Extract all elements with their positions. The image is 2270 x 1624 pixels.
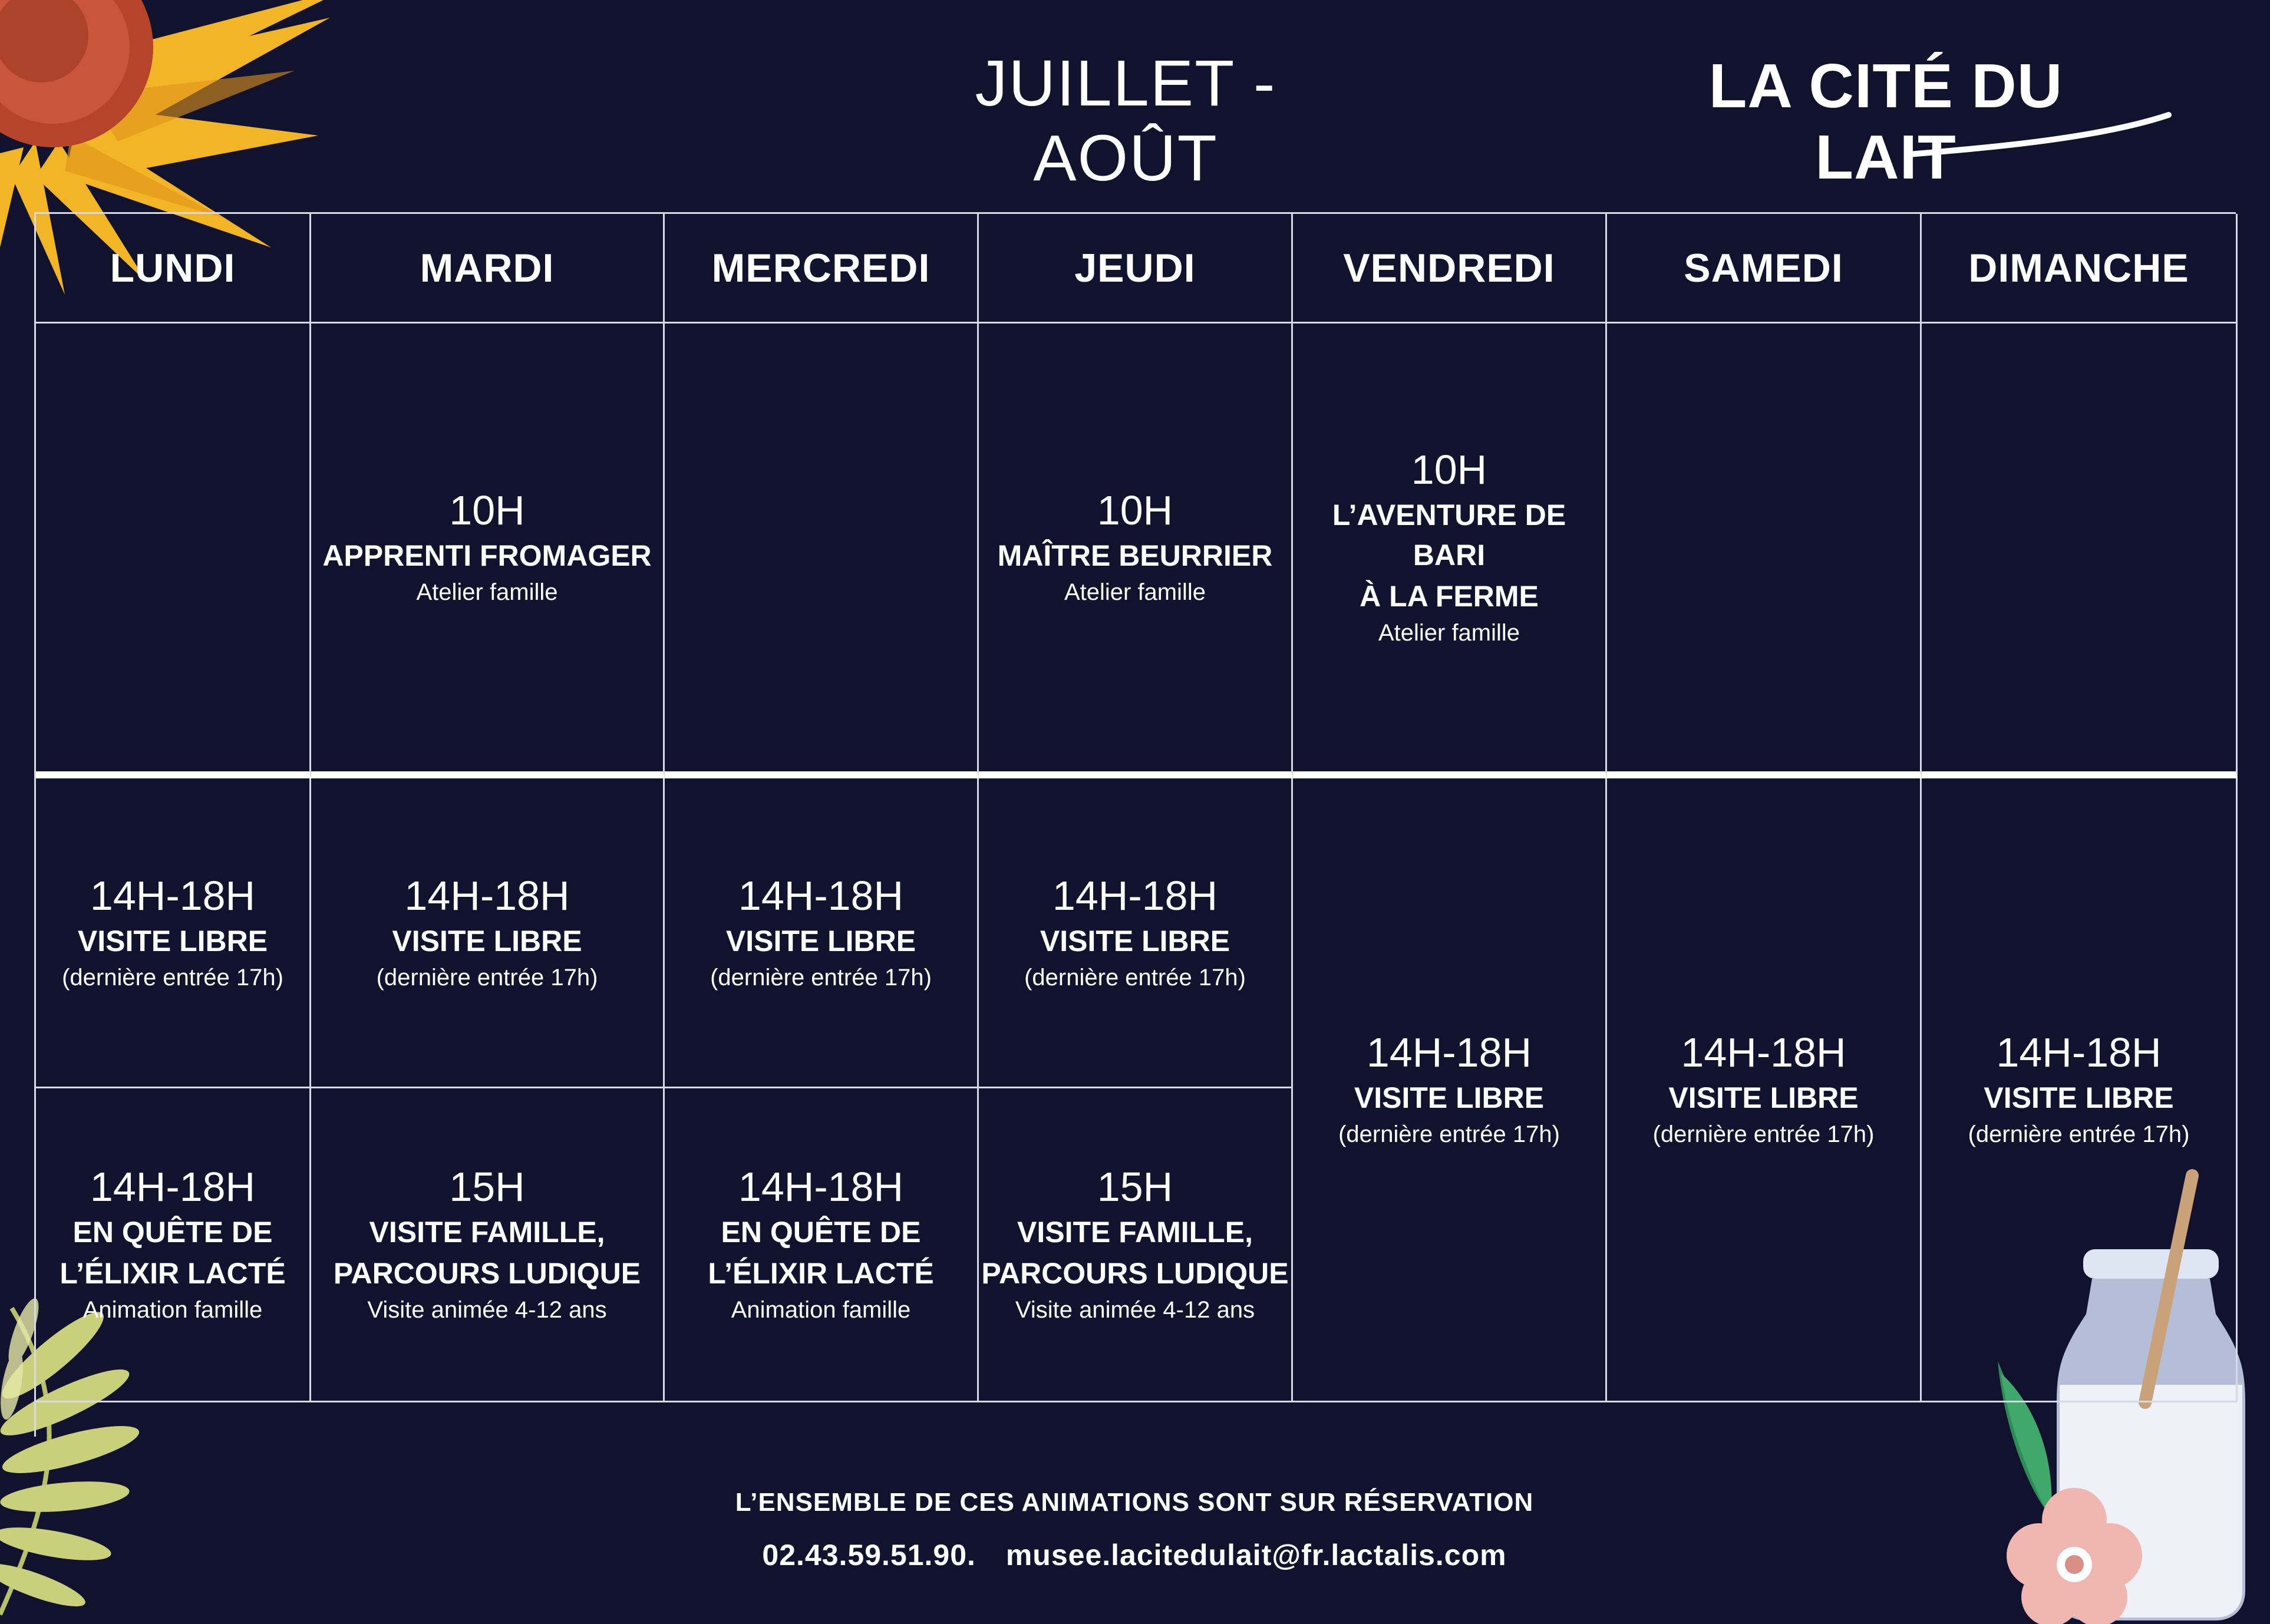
event-time: 14H-18H (1681, 1029, 1846, 1075)
contact-line (648, 1538, 1621, 1572)
event-subtitle: (dernière entrée 17h) (710, 964, 932, 991)
event-subtitle: Atelier famille (416, 579, 558, 605)
event-name-line2: L’ÉLIXIR LACTÉ (60, 1257, 286, 1290)
schedule-grid (34, 212, 2236, 1437)
day-header-jeudi: JEUDI (979, 214, 1293, 324)
event-name: APPRENTI FROMAGER (322, 539, 652, 572)
event-subtitle: Animation famille (731, 1297, 911, 1323)
event-time: 14H-18H (90, 1164, 256, 1210)
event-subtitle: (dernière entrée 17h) (1024, 964, 1246, 991)
morning-cell-dimanche (1922, 324, 2238, 778)
day-header-dimanche: DIMANCHE (1922, 214, 2238, 324)
day-header-samedi: SAMEDI (1607, 214, 1922, 324)
day-header-mardi: MARDI (311, 214, 665, 324)
event-name: VISITE LIBRE (1668, 1081, 1859, 1114)
event-time: 10H (1097, 487, 1173, 533)
event-name-line1: EN QUÊTE DE (72, 1216, 273, 1249)
morning-cell-samedi (1607, 324, 1922, 778)
event-subtitle: Atelier famille (1378, 620, 1520, 646)
morning-cell-mercredi (665, 324, 979, 778)
event-time: 14H-18H (1996, 1029, 2162, 1075)
event-subtitle: (dernière entrée 17h) (1968, 1121, 2190, 1147)
morning-cell-vendredi (1293, 324, 1607, 778)
afternoon-cell-mardi-2 (311, 1088, 665, 1402)
event-subtitle: Animation famille (83, 1297, 263, 1323)
event-time: 14H-18H (90, 872, 256, 919)
afternoon-cell-vendredi (1293, 778, 1607, 1402)
event-subtitle: (dernière entrée 17h) (376, 964, 598, 991)
event-subtitle: Visite animée 4-12 ans (367, 1297, 607, 1323)
event-time: 14H-18H (738, 872, 904, 919)
afternoon-cell-mercredi-1 (665, 778, 979, 1088)
event-time: 14H-18H (404, 872, 570, 919)
event-subtitle: (dernière entrée 17h) (1338, 1121, 1560, 1147)
event-time: 14H-18H (738, 1164, 904, 1210)
event-time: 15H (1097, 1164, 1173, 1210)
afternoon-cell-jeudi-2 (979, 1088, 1293, 1402)
event-name-line1: EN QUÊTE DE (721, 1216, 921, 1249)
logo-swoosh-icon (1903, 112, 2175, 165)
event-time: 14H-18H (1366, 1029, 1532, 1075)
event-subtitle: Atelier famille (1064, 579, 1206, 605)
afternoon-cell-lundi-1 (36, 778, 311, 1088)
event-time: 10H (449, 487, 525, 533)
afternoon-cell-samedi (1607, 778, 1922, 1402)
phone-number[interactable]: 02.43.59.51.90. (762, 1539, 976, 1572)
brand-logo: LA CITÉ DU LAIT (1708, 51, 2063, 192)
afternoon-cell-jeudi-1 (979, 778, 1293, 1088)
event-name: MAÎTRE BEURRIER (997, 539, 1273, 572)
day-header-vendredi: VENDREDI (1293, 214, 1607, 324)
day-header-lundi: LUNDI (36, 214, 311, 324)
event-name-line2: PARCOURS LUDIQUE (333, 1257, 641, 1290)
event-name-line2: À LA FERME (1360, 580, 1539, 613)
afternoon-cell-dimanche (1922, 778, 2238, 1402)
event-name-line1: L’AVENTURE DE BARI (1332, 499, 1566, 572)
page-title: JUILLET - AOÛT (975, 47, 1276, 194)
event-name: VISITE LIBRE (1354, 1081, 1545, 1114)
event-subtitle: Visite animée 4-12 ans (1015, 1297, 1255, 1323)
event-name: VISITE LIBRE (725, 924, 916, 958)
event-name: VISITE LIBRE (1984, 1081, 2174, 1114)
afternoon-cell-mardi-1 (311, 778, 665, 1088)
morning-cell-lundi (36, 324, 311, 778)
event-time: 10H (1411, 447, 1487, 493)
reservation-note: L’ENSEMBLE DE CES ANIMATIONS SONT SUR RÉSERVATION (735, 1488, 1534, 1517)
event-name-line2: L’ÉLIXIR LACTÉ (708, 1257, 934, 1290)
event-subtitle: (dernière entrée 17h) (62, 964, 283, 991)
event-name-line2: PARCOURS LUDIQUE (981, 1257, 1289, 1290)
morning-cell-mardi (311, 324, 665, 778)
day-header-mercredi: MERCREDI (665, 214, 979, 324)
event-name-line1: VISITE FAMILLE, (1017, 1216, 1253, 1249)
event-time: 14H-18H (1052, 872, 1218, 919)
afternoon-cell-mercredi-2 (665, 1088, 979, 1402)
event-name: VISITE LIBRE (77, 924, 268, 958)
event-subtitle: (dernière entrée 17h) (1652, 1121, 1875, 1147)
event-name-line1: VISITE FAMILLE, (369, 1216, 605, 1249)
afternoon-cell-lundi-2 (36, 1088, 311, 1402)
event-name: VISITE LIBRE (392, 924, 582, 958)
morning-cell-jeudi (979, 324, 1293, 778)
event-name: VISITE LIBRE (1040, 924, 1230, 958)
event-time: 15H (449, 1164, 525, 1210)
email-link[interactable]: musee.lacitedulait@fr.lactalis.com (1005, 1539, 1507, 1572)
